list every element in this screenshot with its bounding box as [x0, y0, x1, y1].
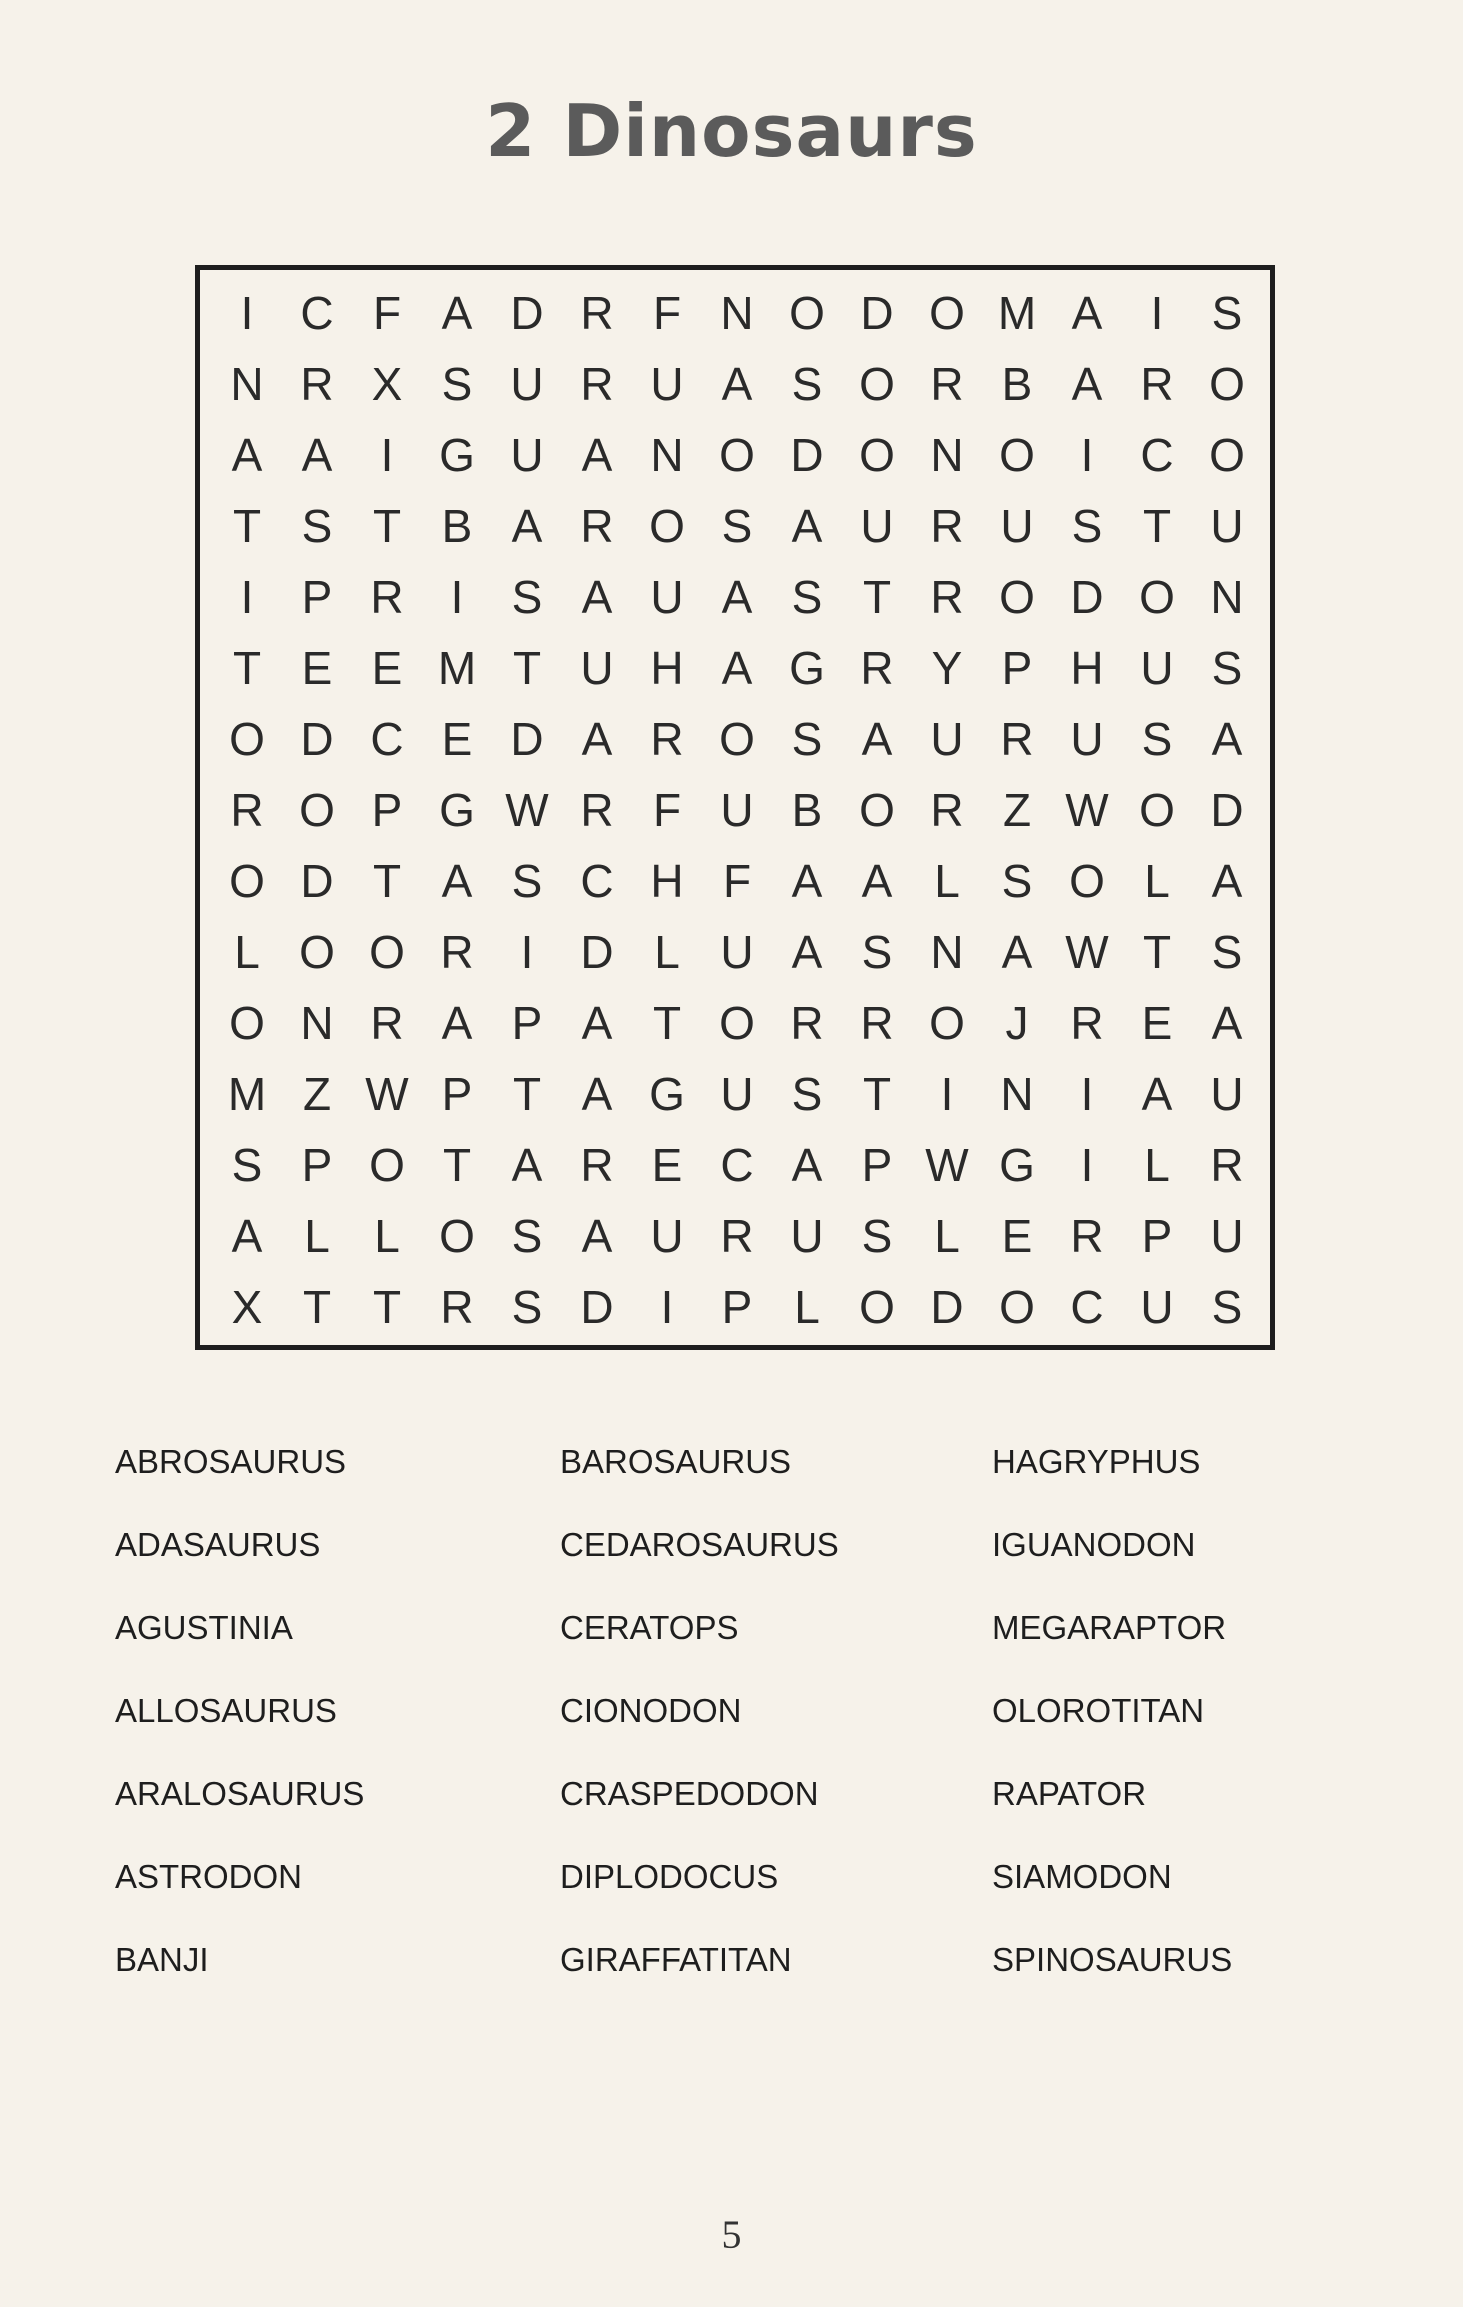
grid-cell: U — [930, 712, 964, 765]
grid-cell: L — [934, 1209, 960, 1262]
grid-cell: U — [650, 570, 684, 623]
grid-cell: R — [930, 783, 964, 836]
grid-cell: U — [1210, 1209, 1244, 1262]
grid-cell: T — [372, 1280, 402, 1333]
grid-cell: G — [649, 1067, 685, 1120]
grid-cell: H — [650, 641, 684, 694]
grid-cell: Z — [1002, 783, 1032, 836]
word-search-grid — [212, 277, 1262, 1342]
grid-cell: M — [437, 641, 477, 694]
word-list-item: MEGARAPTOR — [992, 1609, 1227, 1646]
word-list-item: SIAMODON — [992, 1858, 1172, 1895]
grid-cell: R — [230, 783, 264, 836]
grid-cell: I — [1080, 1067, 1094, 1120]
grid-cell: U — [790, 1209, 824, 1262]
grid-cell: O — [439, 1209, 475, 1262]
grid-cell: D — [930, 1280, 964, 1333]
grid-cell: A — [721, 641, 753, 694]
grid-cell: A — [581, 1067, 613, 1120]
grid-cell: O — [859, 1280, 895, 1333]
grid-cell: R — [860, 641, 894, 694]
grid-cell: O — [369, 925, 405, 978]
grid-cell: D — [1070, 570, 1104, 623]
grid-cell: S — [1001, 854, 1033, 907]
grid-cell: E — [1141, 996, 1173, 1049]
grid-cell: U — [510, 357, 544, 410]
grid-cell: O — [299, 925, 335, 978]
grid-cell: A — [1211, 854, 1243, 907]
grid-cell: U — [720, 925, 754, 978]
grid-cell: A — [301, 428, 333, 481]
grid-cell: R — [930, 570, 964, 623]
grid-cell: S — [1211, 286, 1243, 339]
grid-cell: A — [441, 286, 473, 339]
grid-cell: F — [372, 286, 402, 339]
grid-cell: S — [231, 1138, 263, 1191]
grid-cell: O — [999, 428, 1035, 481]
grid-cell: A — [1141, 1067, 1173, 1120]
grid-cell: I — [660, 1280, 674, 1333]
grid-cell: P — [721, 1280, 753, 1333]
grid-cell: A — [441, 996, 473, 1049]
grid-cell: I — [1080, 1138, 1094, 1191]
grid-cell: P — [861, 1138, 893, 1191]
word-list-item: ADASAURUS — [115, 1526, 321, 1563]
grid-cell: D — [860, 286, 894, 339]
grid-cell: A — [511, 499, 543, 552]
grid-cell: R — [720, 1209, 754, 1262]
grid-cell: E — [441, 712, 473, 765]
grid-cell: O — [719, 428, 755, 481]
grid-cell: R — [580, 1138, 614, 1191]
grid-cell: F — [652, 783, 682, 836]
grid-cell: F — [722, 854, 752, 907]
grid-cell: A — [791, 854, 823, 907]
grid-cell: T — [372, 854, 402, 907]
grid-cell: B — [441, 499, 473, 552]
word-search-frame — [195, 265, 1275, 1350]
grid-cell: U — [720, 783, 754, 836]
grid-cell: T — [862, 1067, 892, 1120]
grid-cell: U — [1140, 641, 1174, 694]
grid-cell: S — [441, 357, 473, 410]
grid-cell: A — [581, 712, 613, 765]
grid-cell: N — [930, 428, 964, 481]
grid-cell: A — [581, 428, 613, 481]
grid-cell: R — [1140, 357, 1174, 410]
grid-cell: N — [650, 428, 684, 481]
grid-cell: S — [1071, 499, 1103, 552]
grid-cell: S — [511, 570, 543, 623]
grid-cell: R — [650, 712, 684, 765]
page-number: 5 — [721, 2212, 742, 2257]
grid-cell: D — [1210, 783, 1244, 836]
grid-cell: U — [1210, 1067, 1244, 1120]
grid-cell: H — [650, 854, 684, 907]
grid-cell: R — [440, 1280, 474, 1333]
grid-cell: S — [301, 499, 333, 552]
grid-cell: D — [790, 428, 824, 481]
grid-cell: I — [240, 570, 254, 623]
grid-cell: P — [301, 570, 333, 623]
grid-cell: U — [650, 1209, 684, 1262]
grid-cell: A — [861, 854, 893, 907]
grid-cell: H — [1070, 641, 1104, 694]
grid-cell: A — [721, 570, 753, 623]
grid-cell: N — [300, 996, 334, 1049]
grid-cell: O — [789, 286, 825, 339]
grid-cell: D — [510, 712, 544, 765]
grid-cell: T — [442, 1138, 472, 1191]
grid-cell: S — [511, 1209, 543, 1262]
grid-cell: R — [580, 357, 614, 410]
grid-cell: G — [999, 1138, 1035, 1191]
grid-cell: L — [654, 925, 680, 978]
grid-cell: C — [300, 286, 334, 339]
grid-cell: S — [861, 1209, 893, 1262]
grid-cell: P — [371, 783, 403, 836]
word-list-item: CIONODON — [560, 1692, 742, 1729]
grid-cell: D — [510, 286, 544, 339]
grid-cell: P — [1001, 641, 1033, 694]
grid-cell: A — [581, 570, 613, 623]
grid-cell: E — [301, 641, 333, 694]
grid-cell: E — [371, 641, 403, 694]
grid-cell: E — [1001, 1209, 1033, 1262]
grid-cell: A — [511, 1138, 543, 1191]
grid-cell: R — [580, 286, 614, 339]
grid-cell: S — [861, 925, 893, 978]
grid-cell: A — [791, 925, 823, 978]
grid-cell: L — [304, 1209, 330, 1262]
grid-cell: N — [930, 925, 964, 978]
grid-cell: C — [1070, 1280, 1104, 1333]
grid-cell: S — [1211, 925, 1243, 978]
grid-cell: N — [230, 357, 264, 410]
grid-cell: I — [1080, 428, 1094, 481]
grid-cell: R — [1000, 712, 1034, 765]
word-list-item: HAGRYPHUS — [992, 1443, 1201, 1480]
grid-cell: F — [652, 286, 682, 339]
grid-cell: R — [1070, 1209, 1104, 1262]
grid-cell: A — [861, 712, 893, 765]
grid-cell: O — [1069, 854, 1105, 907]
word-list-item: ASTRODON — [115, 1858, 303, 1895]
grid-cell: O — [929, 286, 965, 339]
grid-cell: O — [859, 428, 895, 481]
word-list — [115, 1445, 1375, 2026]
word-list-item: DIPLODOCUS — [560, 1858, 779, 1895]
grid-cell: L — [794, 1280, 820, 1333]
grid-cell: Z — [302, 1067, 332, 1120]
grid-cell: O — [1139, 783, 1175, 836]
grid-cell: D — [300, 854, 334, 907]
grid-cell: D — [580, 1280, 614, 1333]
grid-cell: L — [1144, 854, 1170, 907]
grid-cell: A — [581, 1209, 613, 1262]
word-list-item: OLOROTITAN — [992, 1692, 1205, 1729]
grid-cell: C — [720, 1138, 754, 1191]
grid-cell: W — [505, 783, 549, 836]
grid-cell: T — [302, 1280, 332, 1333]
grid-cell: W — [925, 1138, 969, 1191]
grid-cell: I — [1150, 286, 1164, 339]
grid-cell: T — [1142, 925, 1172, 978]
grid-cell: S — [511, 854, 543, 907]
grid-cell: E — [651, 1138, 683, 1191]
grid-cell: S — [791, 712, 823, 765]
grid-cell: A — [1211, 712, 1243, 765]
grid-cell: O — [1209, 357, 1245, 410]
grid-cell: C — [1140, 428, 1174, 481]
grid-cell: O — [859, 783, 895, 836]
grid-cell: I — [940, 1067, 954, 1120]
grid-cell: A — [231, 428, 263, 481]
word-list-item: CERATOPS — [560, 1609, 739, 1646]
grid-cell: O — [229, 996, 265, 1049]
grid-cell: O — [1139, 570, 1175, 623]
grid-cell: O — [999, 570, 1035, 623]
grid-cell: S — [791, 570, 823, 623]
grid-cell: T — [512, 1067, 542, 1120]
word-list-item: GIRAFFATITAN — [560, 1941, 792, 1978]
grid-cell: I — [240, 286, 254, 339]
grid-cell: O — [719, 712, 755, 765]
word-list-item: BAROSAURUS — [560, 1443, 792, 1480]
word-list-item: BANJI — [115, 1941, 209, 1978]
grid-cell: C — [370, 712, 404, 765]
grid-cell: S — [721, 499, 753, 552]
grid-cell: O — [369, 1138, 405, 1191]
grid-cell: P — [441, 1067, 473, 1120]
word-list-item: ARALOSAURUS — [115, 1775, 365, 1812]
grid-cell: U — [1070, 712, 1104, 765]
grid-cell: O — [999, 1280, 1035, 1333]
grid-cell: O — [929, 996, 965, 1049]
word-list-item: ABROSAURUS — [115, 1443, 347, 1480]
grid-cell: U — [1210, 499, 1244, 552]
grid-cell: B — [791, 783, 823, 836]
grid-cell: O — [649, 499, 685, 552]
grid-cell: C — [580, 854, 614, 907]
grid-cell: S — [791, 1067, 823, 1120]
grid-cell: O — [229, 854, 265, 907]
grid-cell: T — [512, 641, 542, 694]
grid-cell: O — [229, 712, 265, 765]
grid-cell: J — [1005, 996, 1029, 1049]
grid-cell: N — [1210, 570, 1244, 623]
grid-cell: T — [1142, 499, 1172, 552]
grid-cell: W — [1065, 783, 1109, 836]
word-list-item: SPINOSAURUS — [992, 1941, 1233, 1978]
grid-cell: T — [862, 570, 892, 623]
grid-cell: S — [1211, 1280, 1243, 1333]
grid-cell: D — [580, 925, 614, 978]
grid-cell: R — [580, 499, 614, 552]
grid-cell: S — [1211, 641, 1243, 694]
grid-cell: A — [581, 996, 613, 1049]
grid-cell: M — [997, 286, 1037, 339]
grid-cell: U — [720, 1067, 754, 1120]
grid-cell: W — [1065, 925, 1109, 978]
grid-cell: N — [1000, 1067, 1034, 1120]
grid-cell: S — [791, 357, 823, 410]
word-list-item: AGUSTINIA — [115, 1609, 293, 1646]
grid-cell: A — [441, 854, 473, 907]
grid-cell: S — [511, 1280, 543, 1333]
grid-cell: A — [791, 499, 823, 552]
word-list-item: RAPATOR — [992, 1775, 1147, 1812]
grid-cell: R — [860, 996, 894, 1049]
word-list-item: CEDAROSAURUS — [560, 1526, 839, 1563]
grid-cell: T — [652, 996, 682, 1049]
grid-cell: S — [1141, 712, 1173, 765]
grid-cell: G — [439, 783, 475, 836]
grid-cell: O — [299, 783, 335, 836]
grid-cell: O — [1209, 428, 1245, 481]
grid-cell: I — [450, 570, 464, 623]
grid-cell: Y — [931, 641, 963, 694]
grid-cell: T — [232, 499, 262, 552]
grid-cell: I — [520, 925, 534, 978]
grid-cell: U — [860, 499, 894, 552]
grid-cell: X — [371, 357, 403, 410]
grid-cell: A — [721, 357, 753, 410]
grid-cell: R — [790, 996, 824, 1049]
grid-cell: R — [1070, 996, 1104, 1049]
word-list-item: CRASPEDODON — [560, 1775, 819, 1812]
grid-cell: U — [1140, 1280, 1174, 1333]
grid-cell: A — [1211, 996, 1243, 1049]
grid-cell: O — [859, 357, 895, 410]
grid-cell: R — [930, 499, 964, 552]
grid-cell: N — [720, 286, 754, 339]
grid-cell: R — [370, 996, 404, 1049]
grid-cell: G — [439, 428, 475, 481]
grid-cell: P — [511, 996, 543, 1049]
grid-cell: L — [374, 1209, 400, 1262]
grid-cell: A — [1001, 925, 1033, 978]
grid-cell: W — [365, 1067, 409, 1120]
grid-cell: X — [231, 1280, 263, 1333]
grid-cell: R — [580, 783, 614, 836]
grid-cell: D — [300, 712, 334, 765]
grid-cell: R — [1210, 1138, 1244, 1191]
grid-cell: L — [934, 854, 960, 907]
grid-cell: G — [789, 641, 825, 694]
grid-cell: T — [232, 641, 262, 694]
grid-cell: R — [440, 925, 474, 978]
grid-cell: P — [301, 1138, 333, 1191]
word-list-item: ALLOSAURUS — [115, 1692, 337, 1729]
grid-cell: R — [930, 357, 964, 410]
grid-cell: R — [370, 570, 404, 623]
grid-cell: T — [372, 499, 402, 552]
grid-cell: L — [234, 925, 260, 978]
grid-cell: P — [1141, 1209, 1173, 1262]
grid-cell: U — [510, 428, 544, 481]
grid-cell: R — [300, 357, 334, 410]
grid-cell: U — [580, 641, 614, 694]
grid-cell: M — [227, 1067, 267, 1120]
grid-cell: U — [1000, 499, 1034, 552]
grid-cell: L — [1144, 1138, 1170, 1191]
grid-cell: U — [650, 357, 684, 410]
page-title: 2 Dinosaurs — [485, 89, 978, 173]
grid-cell: A — [1071, 286, 1103, 339]
word-list-item: IGUANODON — [992, 1526, 1196, 1563]
grid-cell: A — [1071, 357, 1103, 410]
grid-cell: I — [380, 428, 394, 481]
grid-cell: O — [719, 996, 755, 1049]
grid-cell: B — [1001, 357, 1033, 410]
grid-cell: A — [791, 1138, 823, 1191]
grid-cell: A — [231, 1209, 263, 1262]
